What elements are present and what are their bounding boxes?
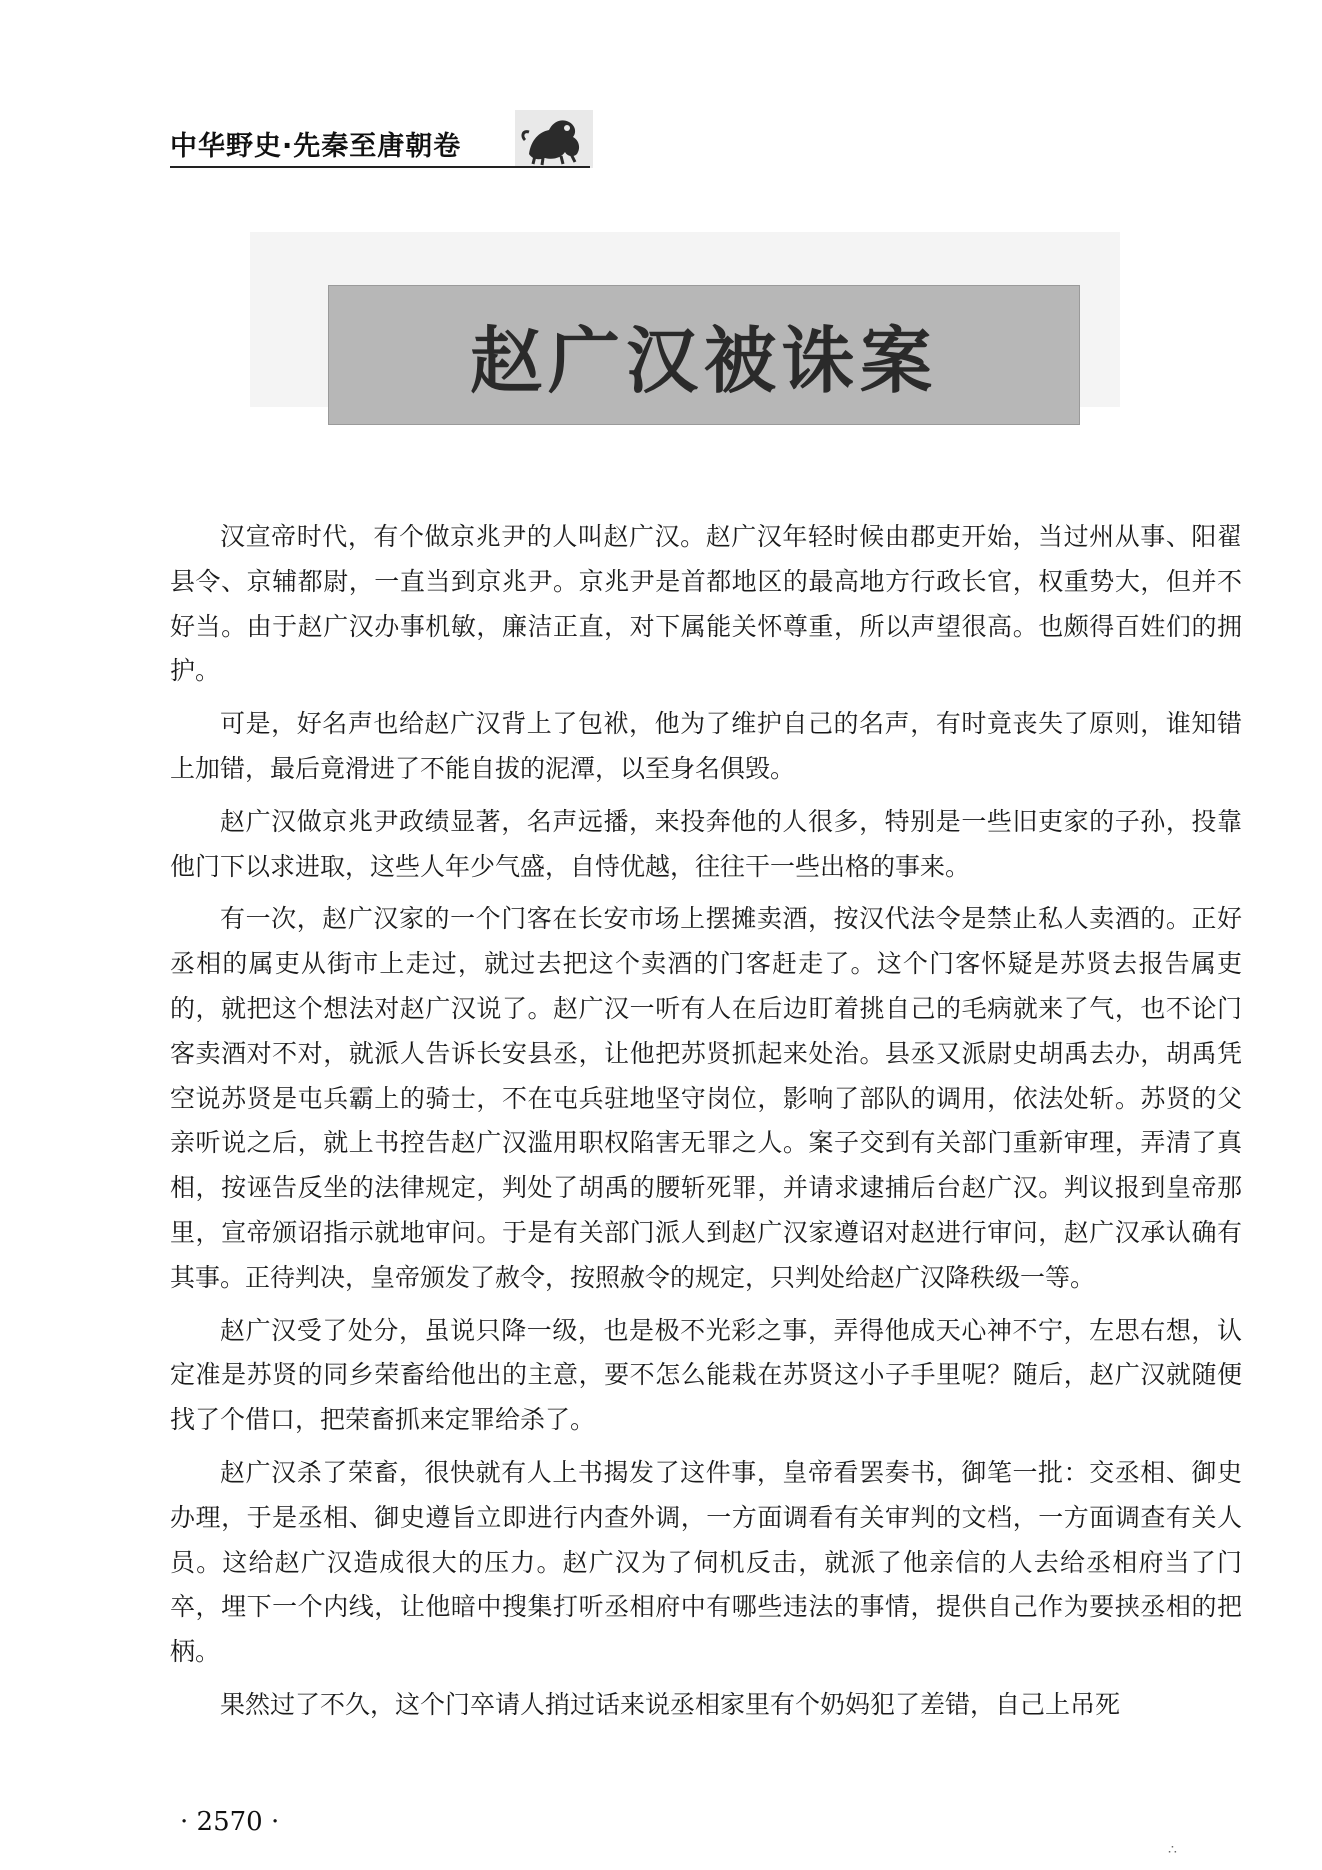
paragraph: 有一次，赵广汉家的一个门客在长安市场上摆摊卖酒，按汉代法令是禁止私人卖酒的。正好丞相的属吏从街市上走过，就过去把这个卖酒的门客赶走了。这个门客怀疑是苏贤去报告属吏的，就把这个想法对赵广汉说了。赵广汉一听有人在后边盯着挑自己的毛病就来了气，也不论门客卖酒对不对，就派人告诉长安县丞，让他把苏贤抓起来处治。县丞又派尉史胡禹去办，胡禹凭空说苏贤是屯兵霸上的骑士，不在屯兵驻地坚守岗位，影响了部队的调用，依法处斩。苏贤的父亲听说之后，就上书控告赵广汉滥用职权陷害无罪之人。案子交到有关部门重新审理，弄清了真相，按诬告反坐的法律规定，判处了胡禹的腰斩死罪，并请求逮捕后台赵广汉。判议报到皇帝那里，宣帝颁诏指示就地审问。于是有关部门派人到赵广汉家遵诏对赵进行审问，赵广汉承认确有其事。正待判决，皇帝颁发了赦令，按照赦令的规定，只判处给赵广汉降秩级一等。 xyxy=(170,904,1242,1292)
header-rule xyxy=(170,166,590,168)
paragraph: 可是，好名声也给赵广汉背上了包袱，他为了维护自己的名声，有时竟丧失了原则，谁知错上加错，最后竟滑进了不能自拔的泥潭，以至身名俱毁。 xyxy=(170,709,1242,783)
paragraph: 果然过了不久，这个门卒请人捎过话来说丞相家里有个奶妈犯了差错，自己上吊死 xyxy=(220,1689,1121,1719)
chapter-title: 赵广汉被诛案 xyxy=(469,318,938,403)
lion-emblem-icon xyxy=(515,110,593,168)
paragraph: 赵广汉受了处分，虽说只降一级，也是极不光彩之事，弄得他成天心神不宁，左思右想，认定准是苏贤的同乡荣畜给他出的主意，要不怎么能栽在苏贤这小子手里呢？随后，赵广汉就随便找了个借口，把荣畜抓来定罪给杀了。 xyxy=(170,1315,1242,1435)
page-number: · 2570 · xyxy=(180,1807,280,1837)
paragraph: 汉宣帝时代，有个做京兆尹的人叫赵广汉。赵广汉年轻时候由郡吏开始，当过州从事、阳翟县令、京辅都尉，一直当到京兆尹。京兆尹是首都地区的最高地方行政长官，权重势大，但并不好当。由于赵广汉办事机敏，廉洁正直，对下属能关怀尊重，所以声望很高。也颇得百姓们的拥护。 xyxy=(170,522,1242,686)
article-body xyxy=(170,515,1242,1736)
running-header xyxy=(170,110,590,170)
book-title: 中华野史·先秦至唐朝卷 xyxy=(170,131,462,162)
paragraph: 赵广汉杀了荣畜，很快就有人上书揭发了这件事，皇帝看罢奏书，御笔一批：交丞相、御史办理，于是丞相、御史遵旨立即进行内查外调，一方面调看有关审判的文档，一方面调查有关人员。这给赵广汉造成很大的压力。赵广汉为了伺机反击，就派了他亲信的人去给丞相府当了门卒，埋下一个内线，让他暗中搜集打听丞相府中有哪些违法的事情，提供自己作为要挟丞相的把柄。 xyxy=(170,1457,1242,1667)
paragraph: 赵广汉做京兆尹政绩显著，名声远播，来投奔他的人很多，特别是一些旧吏家的子孙，投靠他门下以求进取，这些人年少气盛，自恃优越，往往干一些出格的事来。 xyxy=(170,806,1242,881)
chapter-title-box xyxy=(328,285,1080,425)
corner-mark: ∴ xyxy=(1168,1842,1177,1858)
